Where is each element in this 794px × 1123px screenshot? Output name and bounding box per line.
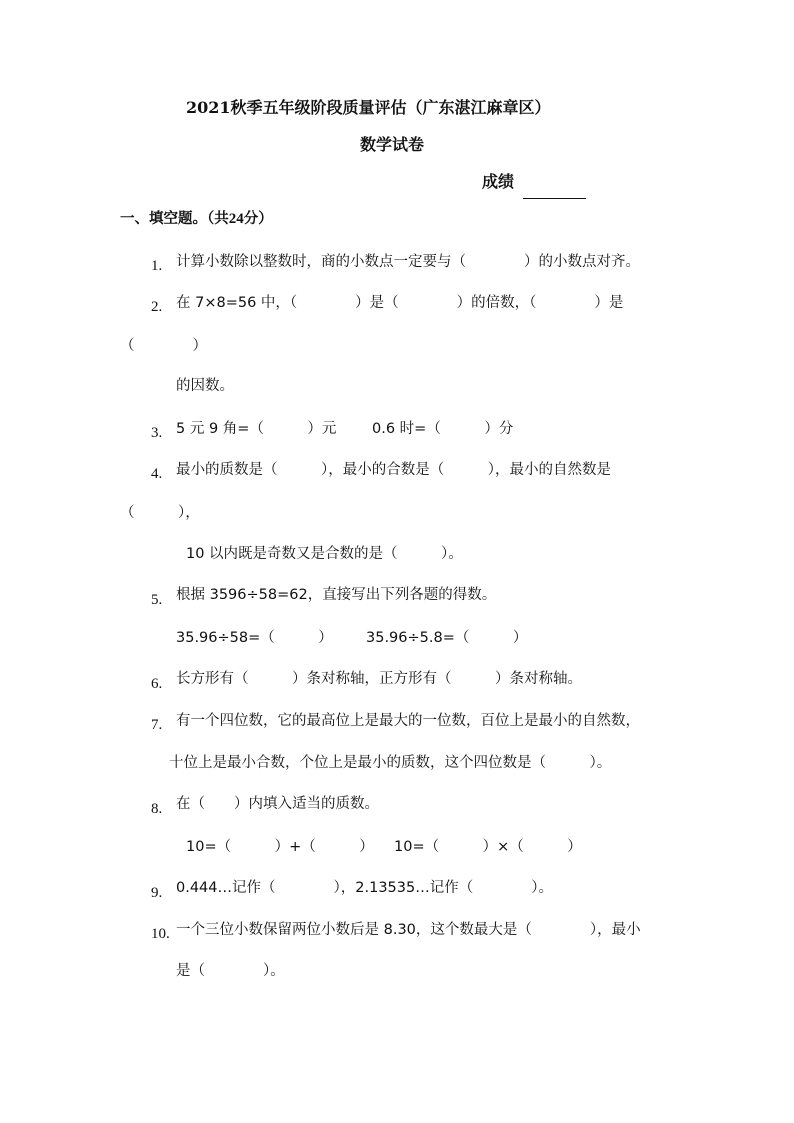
question-4-line-3: 10 以内既是奇数又是合数的是（ ）。 [186,546,463,562]
question-10-line-1: 一个三位小数保留两位小数后是 8.30，这个数最大是（ ），最小 [176,922,641,938]
question-number-3: 3. [151,425,163,441]
question-number-6: 6. [151,676,163,692]
question-number-7: 7. [151,717,163,733]
question-9-text: 0.444…记作（ ），2.13535…记作（ ）。 [176,880,553,896]
document-title: 2021秋季五年级阶段质量评估（广东湛江麻章区） [186,98,551,117]
question-number-10: 10. [151,926,170,942]
question-8-part-1: 10=（ ）+（ ） [186,839,374,855]
question-3-part-2: 0.6 时=（ ）分 [372,421,514,437]
question-4-line-1: 最小的质数是（ ），最小的合数是（ ），最小的自然数是 [176,462,611,478]
question-number-9: 9. [151,885,163,901]
question-3-part-1: 5 元 9 角=（ ）元 [176,421,337,437]
question-2-line-2: （ ） [120,338,207,354]
question-8-text: 在（ ）内填入适当的质数。 [176,796,379,812]
question-5-part-2: 35.96÷5.8=（ ） [366,630,528,646]
question-5-text: 根据 3596÷58=62，直接写出下列各题的得数。 [176,587,497,603]
question-number-8: 8. [151,801,163,817]
score-label: 成绩 [482,172,515,191]
question-8-part-2: 10=（ ）×（ ） [394,839,582,855]
section-heading [120,210,273,228]
question-10-line-2: 是（ ）。 [176,963,285,979]
question-2-line-3: 的因数。 [176,378,234,394]
question-6-text: 长方形有（ ）条对称轴，正方形有（ ）条对称轴。 [176,671,582,687]
question-5-part-1: 35.96÷58=（ ） [176,630,333,646]
question-number-1: 1. [151,258,163,274]
question-2-line-1: 在 7×8=56 中，（ ）是（ ）的倍数，（ ）是 [176,295,624,311]
question-4-line-2: （ ）， [120,505,200,521]
question-number-5: 5. [151,592,163,608]
question-1-text: 计算小数除以整数时，商的小数点一定要与（ ）的小数点对齐。 [176,254,640,270]
question-7-line-1: 有一个四位数，它的最高位上是最大的一位数，百位上是最小的自然数， [176,713,640,729]
question-number-4: 4. [151,466,163,482]
document-subtitle: 数学试卷 [360,135,425,154]
question-number-2: 2. [151,299,163,315]
section-heading-points: 24 [228,211,244,227]
score-blank [523,180,586,199]
section-heading-prefix: 一、填空题。（共 [120,211,229,227]
question-7-line-2: 十位上是最小合数，个位上是最小的质数，这个四位数是（ ）。 [169,755,612,771]
section-heading-suffix: 分） [243,211,273,227]
